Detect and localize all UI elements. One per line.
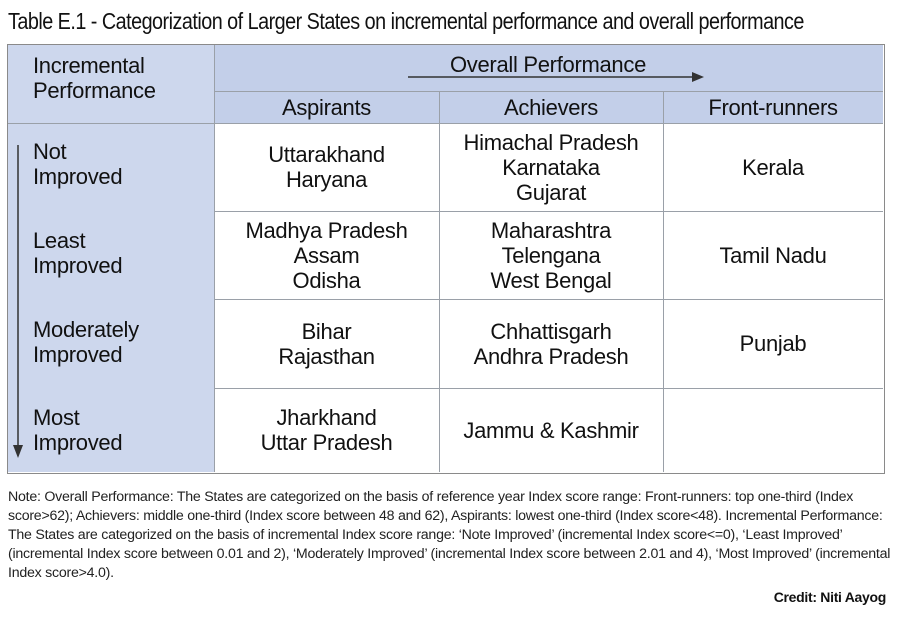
state-name: Rajasthan — [278, 343, 375, 369]
state-name: Himachal Pradesh — [463, 129, 639, 155]
state-name: Andhra Pradesh — [473, 343, 629, 369]
column-header-frontrunners: Front-runners — [708, 94, 838, 120]
cell-most-improved-aspirants — [214, 388, 439, 472]
table-title: Table E.1 - Categorization of Larger States on incremental performance and overall performance — [8, 8, 804, 34]
cell-most-improved-frontrunners — [663, 388, 883, 472]
row-label-line1: Moderately — [33, 317, 139, 342]
grid-line — [214, 91, 883, 92]
cell-not-improved-aspirants — [214, 123, 439, 211]
state-name: Punjab — [739, 331, 807, 356]
cell-not-improved-frontrunners — [663, 123, 883, 211]
state-name: Tamil Nadu — [719, 242, 827, 268]
row-label-moderately-improved — [33, 317, 139, 367]
corner-label-line1: Incremental — [33, 53, 145, 78]
row-label-line1: Most — [33, 405, 80, 430]
row-label-line2: Improved — [33, 430, 123, 455]
state-name: Bihar — [301, 318, 352, 344]
corner-label-line2: Performance — [33, 78, 156, 103]
row-label-line1: Not — [33, 139, 67, 164]
state-name: Kerala — [742, 154, 804, 180]
row-label-line2: Improved — [33, 253, 123, 278]
cell-least-improved-aspirants — [214, 211, 439, 299]
state-name: Karnataka — [502, 154, 600, 180]
right-arrow-icon — [408, 71, 708, 83]
state-name: Telengana — [501, 242, 601, 268]
state-name: Jharkhand — [276, 405, 377, 430]
cell-least-improved-frontrunners — [663, 211, 883, 299]
row-label-least-improved — [33, 228, 122, 278]
state-name: Uttar Pradesh — [260, 430, 393, 455]
state-name: Gujarat — [515, 179, 587, 205]
down-arrow-icon — [11, 145, 25, 460]
categorization-table — [7, 44, 885, 474]
overall-performance-heading: Overall Performance — [449, 51, 647, 77]
state-name: Madhya Pradesh — [245, 217, 408, 243]
credit-line: Credit: Niti Aayog — [773, 589, 886, 605]
state-name: Odisha — [292, 267, 361, 293]
column-header-achievers: Achievers — [504, 94, 598, 120]
state-name: Uttarakhand — [268, 142, 385, 167]
row-label-not-improved — [33, 139, 122, 189]
row-label-most-improved — [33, 405, 122, 455]
state-name: Chhattisgarh — [490, 318, 612, 344]
row-label-line2: Improved — [33, 342, 123, 367]
footnote: Note: Overall Performance: The States are categorized on the basis of reference year Index score range: Front-runners: top one-third (Index score>62); Achievers: middle one-third (Index score between 48 and 62), Aspirants: lowest one-third (Index score<48). Incremental Performance: The States are categorized on the basis of incremental Index score range: ‘Note Improved’ (incremental Index score<=0), ‘Least Improved’ (incremental Index score between 0.01 and 2), ‘Moderately Improved’ (incremental Index score between 2.01 and 4), ‘Most Improved’ (incremental Index score>4.0). — [8, 489, 891, 581]
cell-most-improved-achievers — [439, 388, 663, 472]
state-name: Jammu & Kashmir — [463, 417, 639, 443]
cell-moderately-improved-achievers — [439, 299, 663, 388]
state-name: Assam — [293, 242, 360, 268]
cell-moderately-improved-aspirants — [214, 299, 439, 388]
corner-label — [33, 53, 156, 103]
state-name: West Bengal — [490, 267, 612, 293]
cell-least-improved-achievers — [439, 211, 663, 299]
state-name: Maharashtra — [490, 217, 612, 243]
row-label-line1: Least — [33, 228, 86, 253]
row-label-line2: Improved — [33, 164, 123, 189]
state-name: Haryana — [285, 167, 368, 192]
cell-not-improved-achievers — [439, 123, 663, 211]
column-header-aspirants: Aspirants — [281, 94, 371, 120]
cell-moderately-improved-frontrunners — [663, 299, 883, 388]
